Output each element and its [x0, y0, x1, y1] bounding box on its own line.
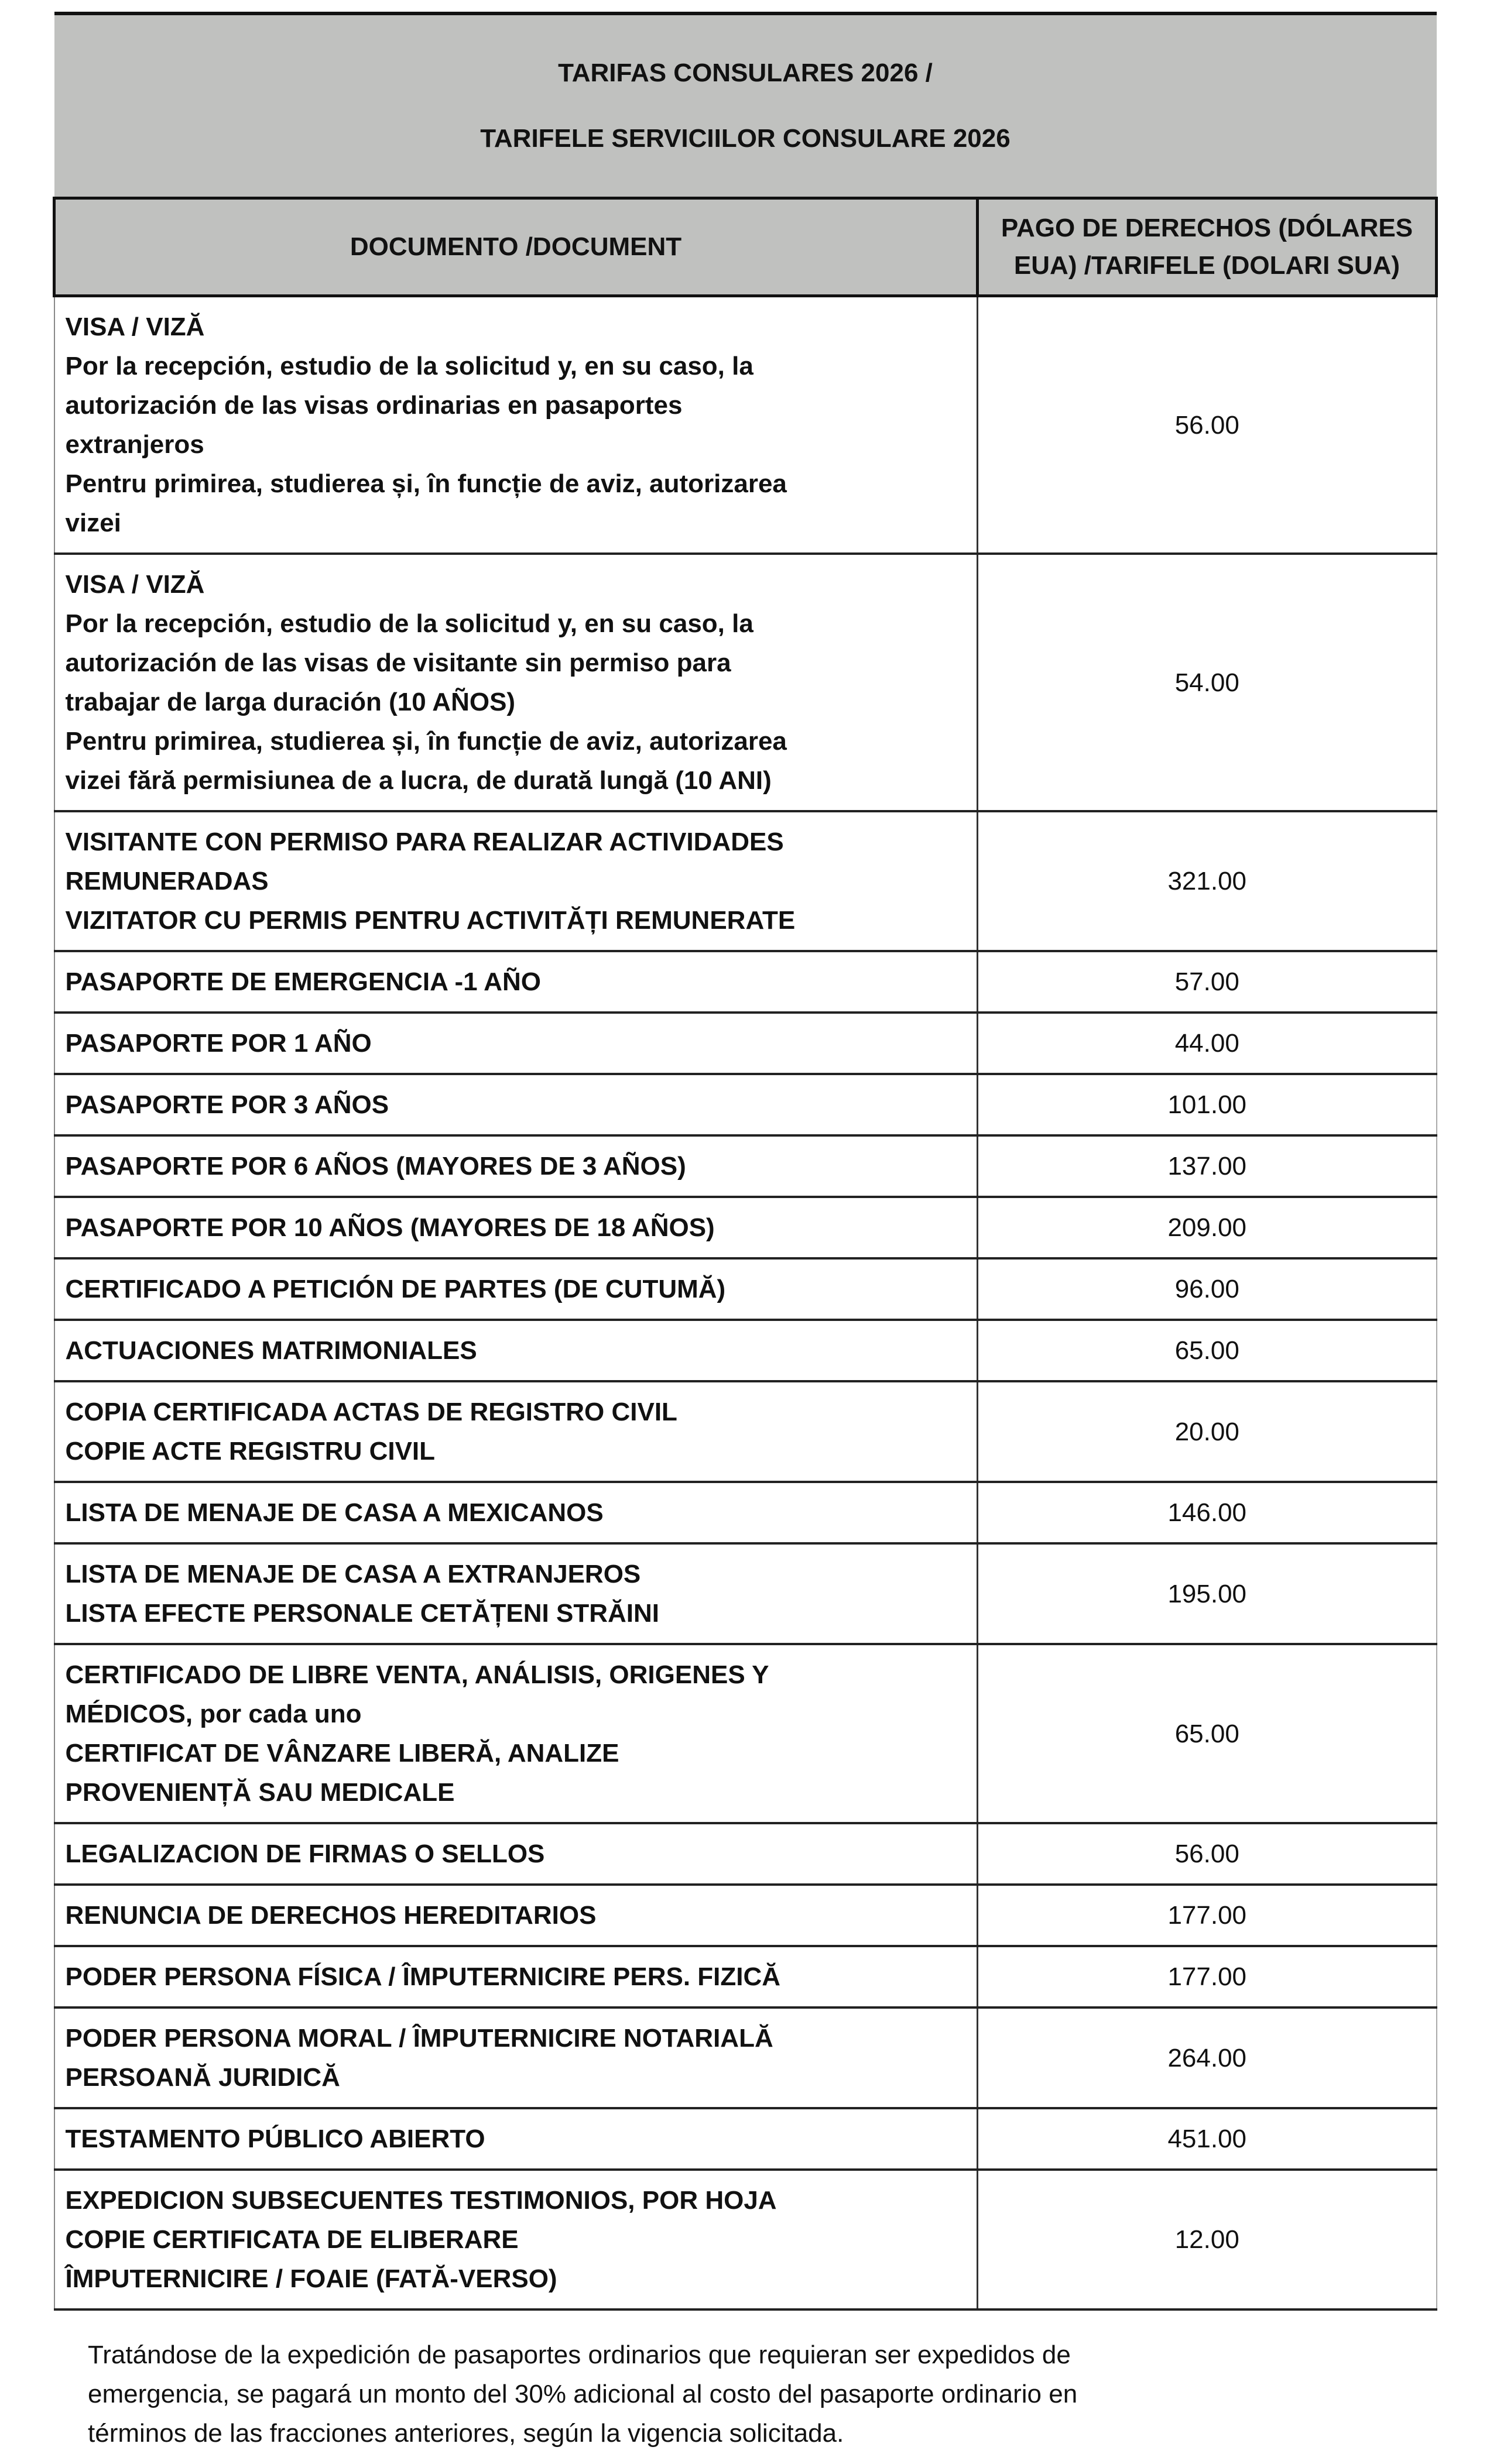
document-line: PASAPORTE POR 10 AÑOS (MAYORES DE 18 AÑOS)	[65, 1213, 715, 1242]
document-cell	[54, 1823, 978, 1885]
footnote	[88, 2335, 1405, 2453]
fee-cell: 12.00	[978, 2170, 1437, 2309]
document-line: PODER PERSONA FÍSICA / ÎMPUTERNICIRE PERS. FIZICĂ	[65, 1962, 781, 1991]
document-line: LISTA DE MENAJE DE CASA A EXTRANJEROS	[65, 1560, 641, 1588]
document-line: VIZITATOR CU PERMIS PENTRU ACTIVITĂȚI REMUNERATE	[65, 906, 796, 935]
table-row	[54, 951, 1437, 1013]
table-row	[54, 1823, 1437, 1885]
fee-cell: 20.00	[978, 1381, 1437, 1482]
table-row	[54, 811, 1437, 951]
document-line: RENUNCIA DE DERECHOS HEREDITARIOS	[65, 1901, 597, 1930]
document-cell	[54, 1074, 978, 1135]
column-header-fee-line: EUA) /TARIFELE (DOLARI SUA)	[1013, 251, 1400, 280]
document-line: PASAPORTE POR 6 AÑOS (MAYORES DE 3 AÑOS)	[65, 1152, 686, 1180]
table-row	[54, 1885, 1437, 1946]
document-line: TESTAMENTO PÚBLICO ABIERTO	[65, 2125, 485, 2153]
table-body	[54, 296, 1437, 2310]
fee-cell: 146.00	[978, 1482, 1437, 1543]
document-line: LISTA DE MENAJE DE CASA A MEXICANOS	[65, 1498, 604, 1527]
table-row	[54, 1197, 1437, 1258]
document-line: MÉDICOS, por cada uno	[65, 1700, 362, 1728]
document-line: REMUNERADAS	[65, 867, 269, 895]
table-row	[54, 2108, 1437, 2170]
table-title-row	[54, 13, 1437, 198]
fee-cell: 44.00	[978, 1013, 1437, 1074]
fee-cell: 137.00	[978, 1135, 1437, 1197]
document-cell	[54, 1135, 978, 1197]
document-line: PASAPORTE DE EMERGENCIA -1 AÑO	[65, 967, 541, 996]
fee-cell: 209.00	[978, 1197, 1437, 1258]
document-cell	[54, 1885, 978, 1946]
document-line: PODER PERSONA MORAL / ÎMPUTERNICIRE NOTARIALĂ	[65, 2024, 773, 2053]
fee-cell: 56.00	[978, 296, 1437, 554]
table-row	[54, 1013, 1437, 1074]
table-row	[54, 1644, 1437, 1823]
table-row	[54, 1946, 1437, 2007]
column-header-document: DOCUMENTO /DOCUMENT	[54, 198, 978, 296]
document-line: COPIA CERTIFICADA ACTAS DE REGISTRO CIVIL	[65, 1398, 677, 1426]
table-row	[54, 296, 1437, 554]
consular-fees-table	[53, 12, 1438, 2311]
document-line: EXPEDICION SUBSECUENTES TESTIMONIOS, POR HOJA	[65, 2186, 777, 2215]
footnote-line: Tratándose de la expedición de pasaportes ordinarios que requieran ser expedidos de	[88, 2341, 1071, 2369]
document-line: PASAPORTE POR 1 AÑO	[65, 1029, 372, 1058]
fee-cell: 65.00	[978, 1644, 1437, 1823]
document-line: COPIE ACTE REGISTRU CIVIL	[65, 1437, 436, 1466]
fee-cell: 57.00	[978, 951, 1437, 1013]
document-cell	[54, 2170, 978, 2309]
document-line: PASAPORTE POR 3 AÑOS	[65, 1090, 389, 1119]
table-row	[54, 1543, 1437, 1644]
title-line-ro: TARIFELE SERVICIILOR CONSULARE 2026	[480, 124, 1011, 153]
document-cell	[54, 811, 978, 951]
fee-cell: 101.00	[978, 1074, 1437, 1135]
column-header-row	[54, 198, 1437, 296]
table-row	[54, 554, 1437, 811]
column-header-fee	[978, 198, 1437, 296]
document-cell	[54, 1381, 978, 1482]
document-line: Por la recepción, estudio de la solicitud y, en su caso, la	[65, 609, 753, 638]
fee-cell: 56.00	[978, 1823, 1437, 1885]
document-line: LEGALIZACION DE FIRMAS O SELLOS	[65, 1840, 545, 1868]
fee-cell: 65.00	[978, 1320, 1437, 1381]
table-row	[54, 1258, 1437, 1320]
document-line: VISA / VIZĂ	[65, 570, 205, 599]
document-cell	[54, 1197, 978, 1258]
document-line: autorización de las visas ordinarias en pasaportes	[65, 391, 683, 420]
footnote-line: emergencia, se pagará un monto del 30% adicional al costo del pasaporte ordinario en	[88, 2380, 1078, 2408]
document-cell	[54, 1013, 978, 1074]
fee-cell: 177.00	[978, 1885, 1437, 1946]
document-cell	[54, 1320, 978, 1381]
fee-cell: 264.00	[978, 2007, 1437, 2108]
document-line: VISITANTE CON PERMISO PARA REALIZAR ACTIVIDADES	[65, 828, 784, 856]
document-line: CERTIFICADO A PETICIÓN DE PARTES (DE CUTUMĂ)	[65, 1275, 726, 1303]
document-line: Pentru primirea, studierea și, în funcție de aviz, autorizarea	[65, 469, 787, 498]
document-line: autorización de las visas de visitante sin permiso para	[65, 648, 731, 677]
fee-cell: 96.00	[978, 1258, 1437, 1320]
document-line: Por la recepción, estudio de la solicitud y, en su caso, la	[65, 352, 753, 380]
document-cell	[54, 554, 978, 811]
document-line: COPIE CERTIFICATA DE ELIBERARE	[65, 2225, 519, 2254]
table-row	[54, 2170, 1437, 2309]
table-row	[54, 1320, 1437, 1381]
document-cell	[54, 1543, 978, 1644]
document-line: CERTIFICADO DE LIBRE VENTA, ANÁLISIS, ORIGENES Y	[65, 1660, 769, 1689]
document-line: CERTIFICAT DE VÂNZARE LIBERĂ, ANALIZE	[65, 1739, 619, 1768]
fee-cell: 54.00	[978, 554, 1437, 811]
document-line: ÎMPUTERNICIRE / FOAIE (FATĂ-VERSO)	[65, 2264, 557, 2293]
document-cell	[54, 951, 978, 1013]
table-row	[54, 1135, 1437, 1197]
table-title	[54, 13, 1437, 198]
fee-cell: 195.00	[978, 1543, 1437, 1644]
document-line: PERSOANĂ JURIDICĂ	[65, 2063, 340, 2092]
table-row	[54, 1482, 1437, 1543]
table-row	[54, 1074, 1437, 1135]
document-cell	[54, 2108, 978, 2170]
table-row	[54, 2007, 1437, 2108]
document-cell	[54, 1644, 978, 1823]
document-line: LISTA EFECTE PERSONALE CETĂȚENI STRĂINI	[65, 1599, 659, 1628]
document-cell	[54, 1258, 978, 1320]
fee-cell: 177.00	[978, 1946, 1437, 2007]
document-line: vizei	[65, 509, 121, 537]
document-line: extranjeros	[65, 430, 204, 459]
document-line: VISA / VIZĂ	[65, 313, 205, 341]
table-row	[54, 1381, 1437, 1482]
document-line: ACTUACIONES MATRIMONIALES	[65, 1336, 477, 1365]
fee-cell: 321.00	[978, 811, 1437, 951]
document-line: trabajar de larga duración (10 AÑOS)	[65, 688, 516, 716]
document-line: vizei fără permisiunea de a lucra, de durată lungă (10 ANI)	[65, 766, 772, 795]
footnote-line: términos de las fracciones anteriores, según la vigencia solicitada.	[88, 2419, 844, 2448]
document-cell	[54, 296, 978, 554]
document-cell	[54, 1482, 978, 1543]
column-header-fee-line: PAGO DE DERECHOS (DÓLARES	[1001, 214, 1413, 242]
document-line: Pentru primirea, studierea și, în funcție de aviz, autorizarea	[65, 727, 787, 756]
title-line-es: TARIFAS CONSULARES 2026 /	[558, 59, 933, 87]
document-cell	[54, 1946, 978, 2007]
document-line: PROVENIENȚĂ SAU MEDICALE	[65, 1778, 455, 1807]
document-cell	[54, 2007, 978, 2108]
fee-cell: 451.00	[978, 2108, 1437, 2170]
